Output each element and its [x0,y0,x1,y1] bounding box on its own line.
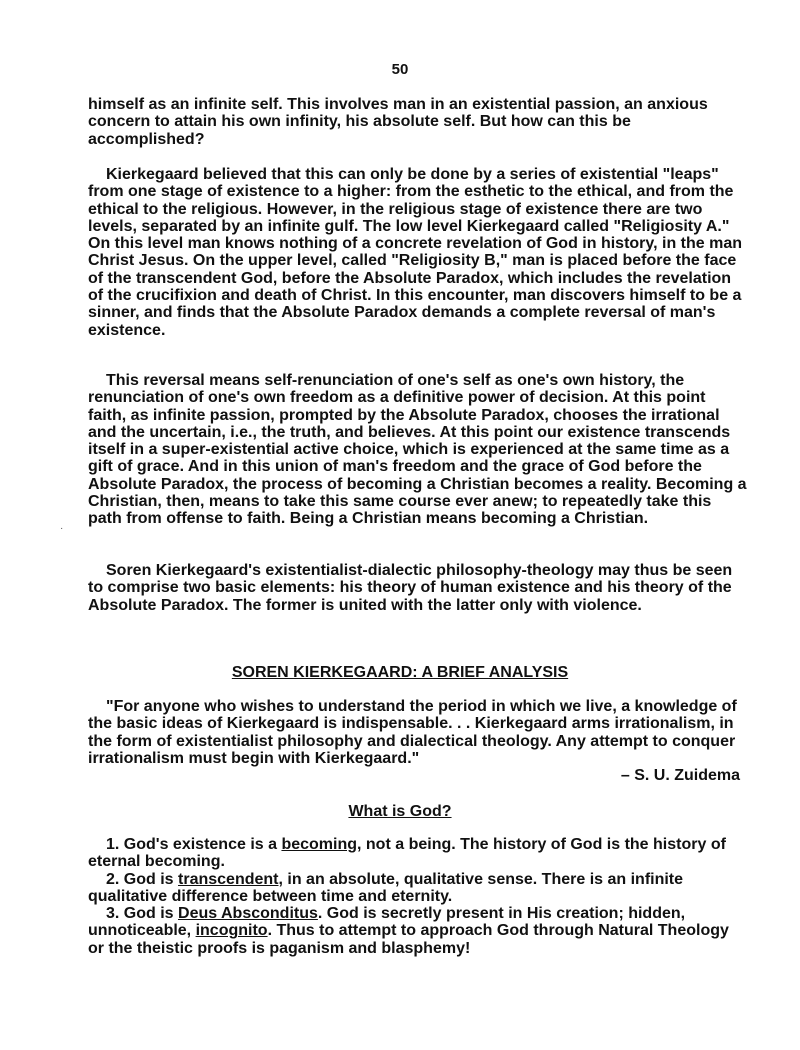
page-number: 50 [391,61,409,78]
item-text: , in an absolute, qualitative sense. There is an infinite qualitative difference between time and eternity. [88,870,684,905]
item-text: . God is secretly present in His creation; hidden, unnoticeable, [88,905,686,940]
paragraph-3: This reversal means self-renunciation of one's self as one's own history, the renunciation of one's own freedom as a definitive power of decision. At this point faith, as infinite passion, prompted by the Absolute Paradox, chooses the irrational and the uncertain, i.e., the truth, and believes. At this point our existence transcends itself in a super-existential active choice, which is experienced at the same time as a gift of grace. And in this union of man's freedom and the grace of God before the Absolute Paradox, the process of becoming a Christian becomes a reality. Becoming a Christian, then, means to take this same course ever anew; to repeatedly take this path from offense to faith. Being a Christian means becoming a Christian. [88,372,747,528]
paragraph-4: Soren Kierkegaard's existentialist-dialectic philosophy-theology may thus be seen to comprise two basic elements: his theory of human existence and his theory of the Absolute Paradox. The former is united with the latter only with violence. [88,562,733,614]
god-points-list [88,836,748,957]
subheading-text: What is God? [348,803,452,820]
item-text: 2. God is [106,870,179,888]
section-heading [0,664,800,681]
quote-attribution: – S. U. Zuidema [620,767,740,784]
scan-mark: · [60,523,64,534]
list-item [88,836,748,871]
list-item [88,871,748,906]
paragraph-1: himself as an infinite self. This involves man in an existential passion, an anxious concern to attain his own infinity, his absolute self. But how can this be accomplished? [88,96,708,148]
item-text: , not a being. The history of God is the history of eternal becoming. [88,836,726,871]
item-text: 1. God's existence is a [106,836,282,853]
underlined-term: Deus Absconditus [178,905,318,923]
item-text: 3. God is [106,905,179,923]
underlined-term: incognito [195,922,268,940]
quote: "For anyone who wishes to understand the period in which we live, a knowledge of the basic ideas of Kierkegaard is indispensable. . . Kierkegaard arms irrationalism, in the form of existentialist philosophy and dialectical theology. Any attempt to conquer irrationalism must begin with Kierkegaard." [88,698,737,767]
subheading [0,803,800,820]
paragraph-2: Kierkegaard believed that this can only be done by a series of existential "leaps" from one stage of existence to a higher: from the esthetic to the ethical, and from the ethical to the religious. However, in the religious stage of existence there are two levels, separated by an infinite gulf. The low level Kierkegaard called "Religiosity A." On this level man knows nothing of a concrete revelation of God in history, in the man Christ Jesus. On the upper level, called "Religiosity B," man is placed before the face of the transcendent God, before the Absolute Paradox, which includes the revelation of the crucifixion and death of Christ. In this encounter, man discovers himself to be a sinner, and finds that the Absolute Paradox demands a complete reversal of man's existence. [88,166,743,339]
underlined-term: transcendent [178,870,279,888]
underlined-term: becoming [281,836,358,853]
list-item [88,905,748,957]
item-text: . Thus to attempt to approach God through Natural Theology or the theistic proofs is paganism and blasphemy! [88,922,729,957]
section-heading-text: SOREN KIERKEGAARD: A BRIEF ANALYSIS [231,664,569,681]
